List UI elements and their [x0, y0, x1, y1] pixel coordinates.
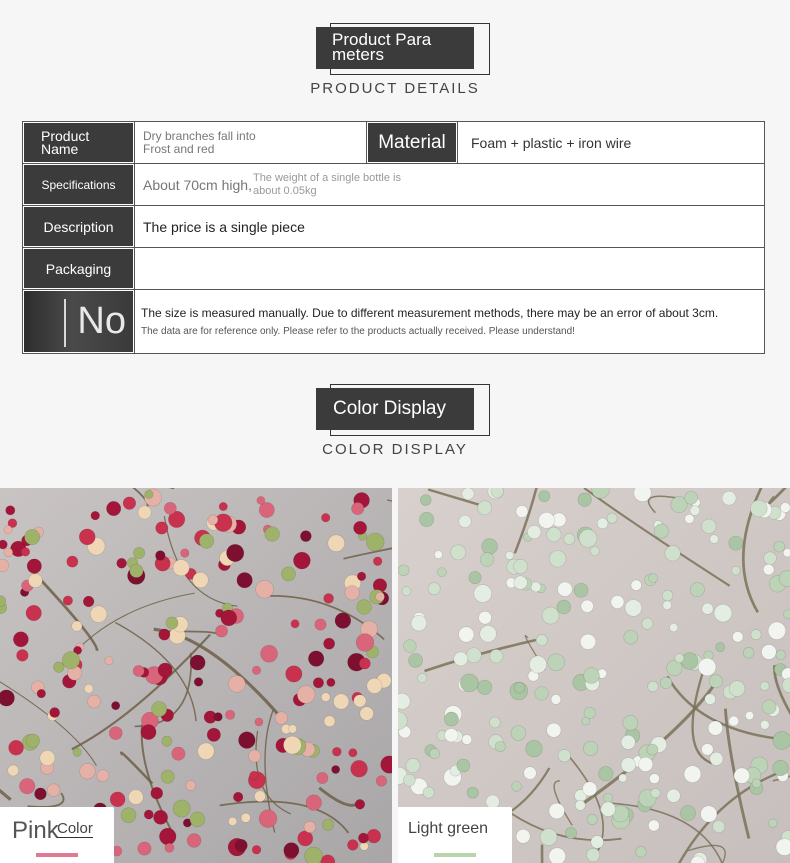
- table-row: [23, 206, 765, 248]
- product-parameters-table: [22, 121, 765, 354]
- color-subtitle: COLOR DISPLAY: [322, 441, 468, 458]
- material-value: Foam + plastic + iron wire: [471, 134, 632, 151]
- color-swatch-pink: [36, 853, 78, 857]
- params-title: Product Parameters: [332, 30, 432, 64]
- color-label: Color: [57, 820, 93, 837]
- notice-label-decor: [64, 299, 66, 347]
- color-photo-pink[interactable]: [0, 488, 392, 863]
- table-row: [23, 122, 765, 164]
- color-swatch-light-green: [434, 853, 476, 857]
- header-title-block: [316, 27, 474, 69]
- product-name-value: Dry branches fall into Frost and red: [143, 128, 256, 156]
- notice-line-1: The size is measured manually. Due to different measurement methods, there may be an error of about 3cm.: [141, 305, 719, 320]
- color-title: Color Display: [333, 398, 446, 419]
- specifications-note: The weight of a single bottle is about 0.05kg: [252, 171, 401, 197]
- table-row: [23, 248, 765, 290]
- color-caption-pink: [0, 807, 114, 863]
- notice-label: [24, 291, 133, 352]
- specifications-value: About 70cm high,: [143, 176, 252, 193]
- color-name-light-green: Light green: [408, 820, 489, 837]
- table-row: [23, 290, 765, 354]
- description-value: The price is a single piece: [143, 218, 305, 235]
- description-label: Description: [24, 207, 133, 246]
- color-name-pink: Pink: [12, 817, 59, 844]
- color-photo-light-green[interactable]: [398, 488, 790, 863]
- params-subtitle: PRODUCT DETAILS: [310, 80, 480, 97]
- material-label: Material: [368, 123, 456, 162]
- product-name-label: Product Name: [24, 123, 133, 162]
- color-caption-light-green: [398, 807, 512, 863]
- packaging-label: Packaging: [24, 249, 133, 288]
- specifications-label: Specifications: [24, 165, 133, 204]
- header-title-block: [316, 388, 474, 430]
- specifications-value-group: [143, 172, 764, 198]
- table-row: [23, 164, 765, 206]
- notice-label-text: No: [77, 300, 126, 342]
- notice-line-2: The data are for reference only. Please refer to the products actually received. Please understand!: [141, 325, 575, 337]
